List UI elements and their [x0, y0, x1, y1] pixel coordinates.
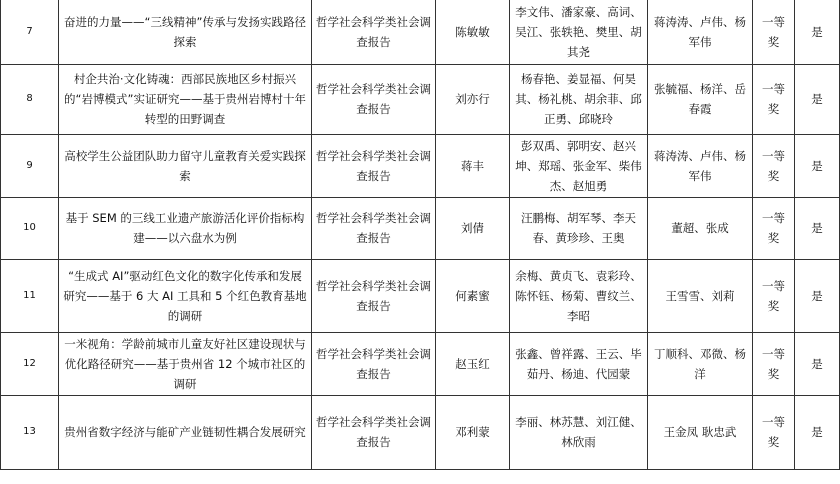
- team-members: 杨春艳、姜显福、何昊其、杨礼桃、胡余菲、邱正勇、邱晓玲: [510, 64, 648, 134]
- row-number: 9: [1, 134, 59, 197]
- recommended-flag: 是: [795, 197, 840, 259]
- advisors: 王雪雪、刘莉: [648, 259, 753, 332]
- team-leader: 何素蜜: [436, 259, 510, 332]
- recommended-flag: 是: [795, 0, 840, 64]
- award-level: 一等奖: [753, 395, 795, 469]
- project-title: 村企共治·文化铸魂：西部民族地区乡村振兴的“岩博模式”实证研究——基于贵州岩博村十年转型的田野调查: [59, 64, 312, 134]
- table-row: [1, 395, 840, 469]
- team-members: 余梅、黄贞飞、袁彩玲、陈怀钰、杨菊、曹纹兰、李昭: [510, 259, 648, 332]
- row-number: 12: [1, 332, 59, 395]
- project-type: 哲学社会科学类社会调查报告: [312, 0, 436, 64]
- project-title: “生成式 AI”驱动红色文化的数字化传承和发展研究——基于 6 大 AI 工具和 5 个红色教育基地的调研: [59, 259, 312, 332]
- project-type: 哲学社会科学类社会调查报告: [312, 395, 436, 469]
- project-type: 哲学社会科学类社会调查报告: [312, 332, 436, 395]
- project-title: 奋进的力量——“三线精神”传承与发扬实践路径探索: [59, 0, 312, 64]
- table-row: [1, 134, 840, 197]
- project-title: 基于 SEM 的三线工业遗产旅游活化评价指标构建——以六盘水为例: [59, 197, 312, 259]
- advisors: 蒋涛涛、卢伟、杨军伟: [648, 134, 753, 197]
- recommended-flag: 是: [795, 332, 840, 395]
- project-type: 哲学社会科学类社会调查报告: [312, 259, 436, 332]
- table-row: [1, 197, 840, 259]
- row-number: 8: [1, 64, 59, 134]
- table-row: [1, 259, 840, 332]
- award-level: 一等奖: [753, 259, 795, 332]
- project-title: 贵州省数字经济与能矿产业链韧性耦合发展研究: [59, 395, 312, 469]
- advisors: 董超、张成: [648, 197, 753, 259]
- team-leader: 邓利蒙: [436, 395, 510, 469]
- team-members: 张鑫、曾祥露、王云、毕茹丹、杨迪、代园蒙: [510, 332, 648, 395]
- project-title: 一米视角：学龄前城市儿童友好社区建设现状与优化路径研究——基于贵州省 12 个城市社区的调研: [59, 332, 312, 395]
- award-level: 一等奖: [753, 64, 795, 134]
- recommended-flag: 是: [795, 259, 840, 332]
- advisors: 丁顺科、邓微、杨洋: [648, 332, 753, 395]
- table-row: [1, 332, 840, 395]
- team-members: 李文伟、潘家豪、高词、吴江、张轶艳、樊里、胡其尧: [510, 0, 648, 64]
- award-level: 一等奖: [753, 197, 795, 259]
- team-leader: 赵玉红: [436, 332, 510, 395]
- award-level: 一等奖: [753, 134, 795, 197]
- team-members: 李丽、林苏慧、刘江健、林欣雨: [510, 395, 648, 469]
- table-row: [1, 0, 840, 64]
- team-leader: 蒋丰: [436, 134, 510, 197]
- award-level: 一等奖: [753, 332, 795, 395]
- row-number: 13: [1, 395, 59, 469]
- project-type: 哲学社会科学类社会调查报告: [312, 134, 436, 197]
- team-members: 汪鹏梅、胡军琴、李天春、黄珍珍、王奥: [510, 197, 648, 259]
- recommended-flag: 是: [795, 64, 840, 134]
- team-leader: 刘倩: [436, 197, 510, 259]
- row-number: 10: [1, 197, 59, 259]
- project-type: 哲学社会科学类社会调查报告: [312, 197, 436, 259]
- project-type: 哲学社会科学类社会调查报告: [312, 64, 436, 134]
- advisors: 王金凤 耿忠武: [648, 395, 753, 469]
- award-level: 一等奖: [753, 0, 795, 64]
- table-row: [1, 64, 840, 134]
- recommended-flag: 是: [795, 134, 840, 197]
- advisors: 蒋涛涛、卢伟、杨军伟: [648, 0, 753, 64]
- team-leader: 陈敏敏: [436, 0, 510, 64]
- team-members: 彭双禹、郭明安、赵兴坤、郑瑶、张金军、柴伟杰、赵旭勇: [510, 134, 648, 197]
- team-leader: 刘亦行: [436, 64, 510, 134]
- project-title: 高校学生公益团队助力留守儿童教育关爱实践探索: [59, 134, 312, 197]
- row-number: 11: [1, 259, 59, 332]
- row-number: 7: [1, 0, 59, 64]
- recommended-flag: 是: [795, 395, 840, 469]
- advisors: 张毓福、杨洋、岳春霞: [648, 64, 753, 134]
